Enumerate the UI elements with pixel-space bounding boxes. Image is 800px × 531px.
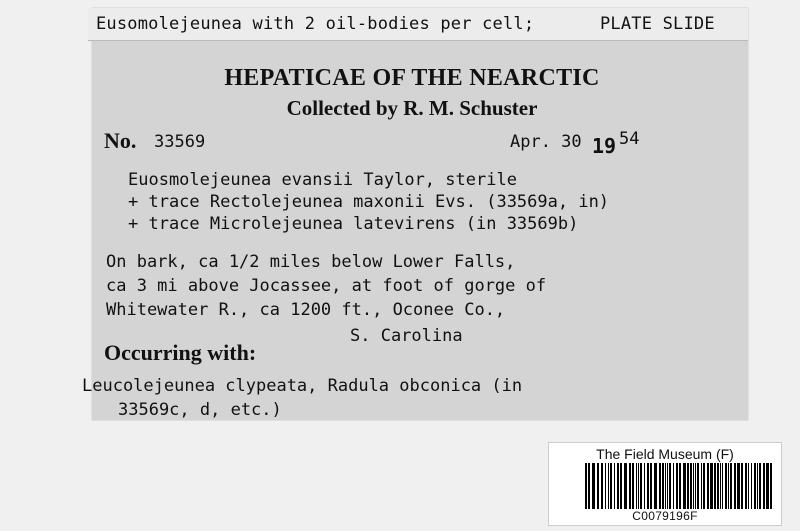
institution-name: The Field Museum (F) — [596, 446, 734, 462]
number-label: No. — [104, 128, 137, 153]
locality-line: On bark, ca 1/2 miles below Lower Falls, — [106, 252, 516, 272]
plate-slide-label: PLATE SLIDE — [600, 14, 715, 34]
taxon-line: + trace Microlejeunea latevirens (in 33569b) — [128, 214, 579, 234]
collection-date-year-a: 19 — [592, 134, 617, 158]
locality-line: ca 3 mi above Jocassee, at foot of gorge of — [106, 276, 547, 296]
barcode-label — [548, 442, 782, 526]
annotation-strip — [88, 8, 748, 41]
taxon-line: Euosmolejeunea evansii Taylor, sterile — [128, 170, 517, 190]
label-title: HEPATICAE OF THE NEARCTIC — [224, 65, 600, 91]
locality-line: Whitewater R., ca 1200 ft., Oconee Co., — [106, 300, 506, 320]
occurring-line: Leucolejeunea clypeata, Radula obconica (in — [82, 376, 523, 396]
taxon-line: + trace Rectolejeunea maxonii Evs. (33569a, in) — [128, 192, 610, 212]
barcode-image — [585, 463, 773, 509]
collection-date-year-b: 54 — [619, 129, 640, 149]
specimen-number: 33569 — [154, 132, 206, 152]
specimen-label — [82, 8, 748, 420]
collection-date-prefix: Apr. 30 — [510, 132, 582, 152]
barcode-number: C0079196F — [632, 509, 698, 523]
occurring-line: 33569c, d, etc.) — [118, 400, 282, 420]
annotation-text: Eusomolejeunea with 2 oil-bodies per cell; — [96, 14, 535, 34]
occurring-heading: Occurring with: — [104, 340, 257, 365]
locality-line: S. Carolina — [350, 326, 463, 346]
label-subtitle: Collected by R. M. Schuster — [286, 96, 538, 120]
